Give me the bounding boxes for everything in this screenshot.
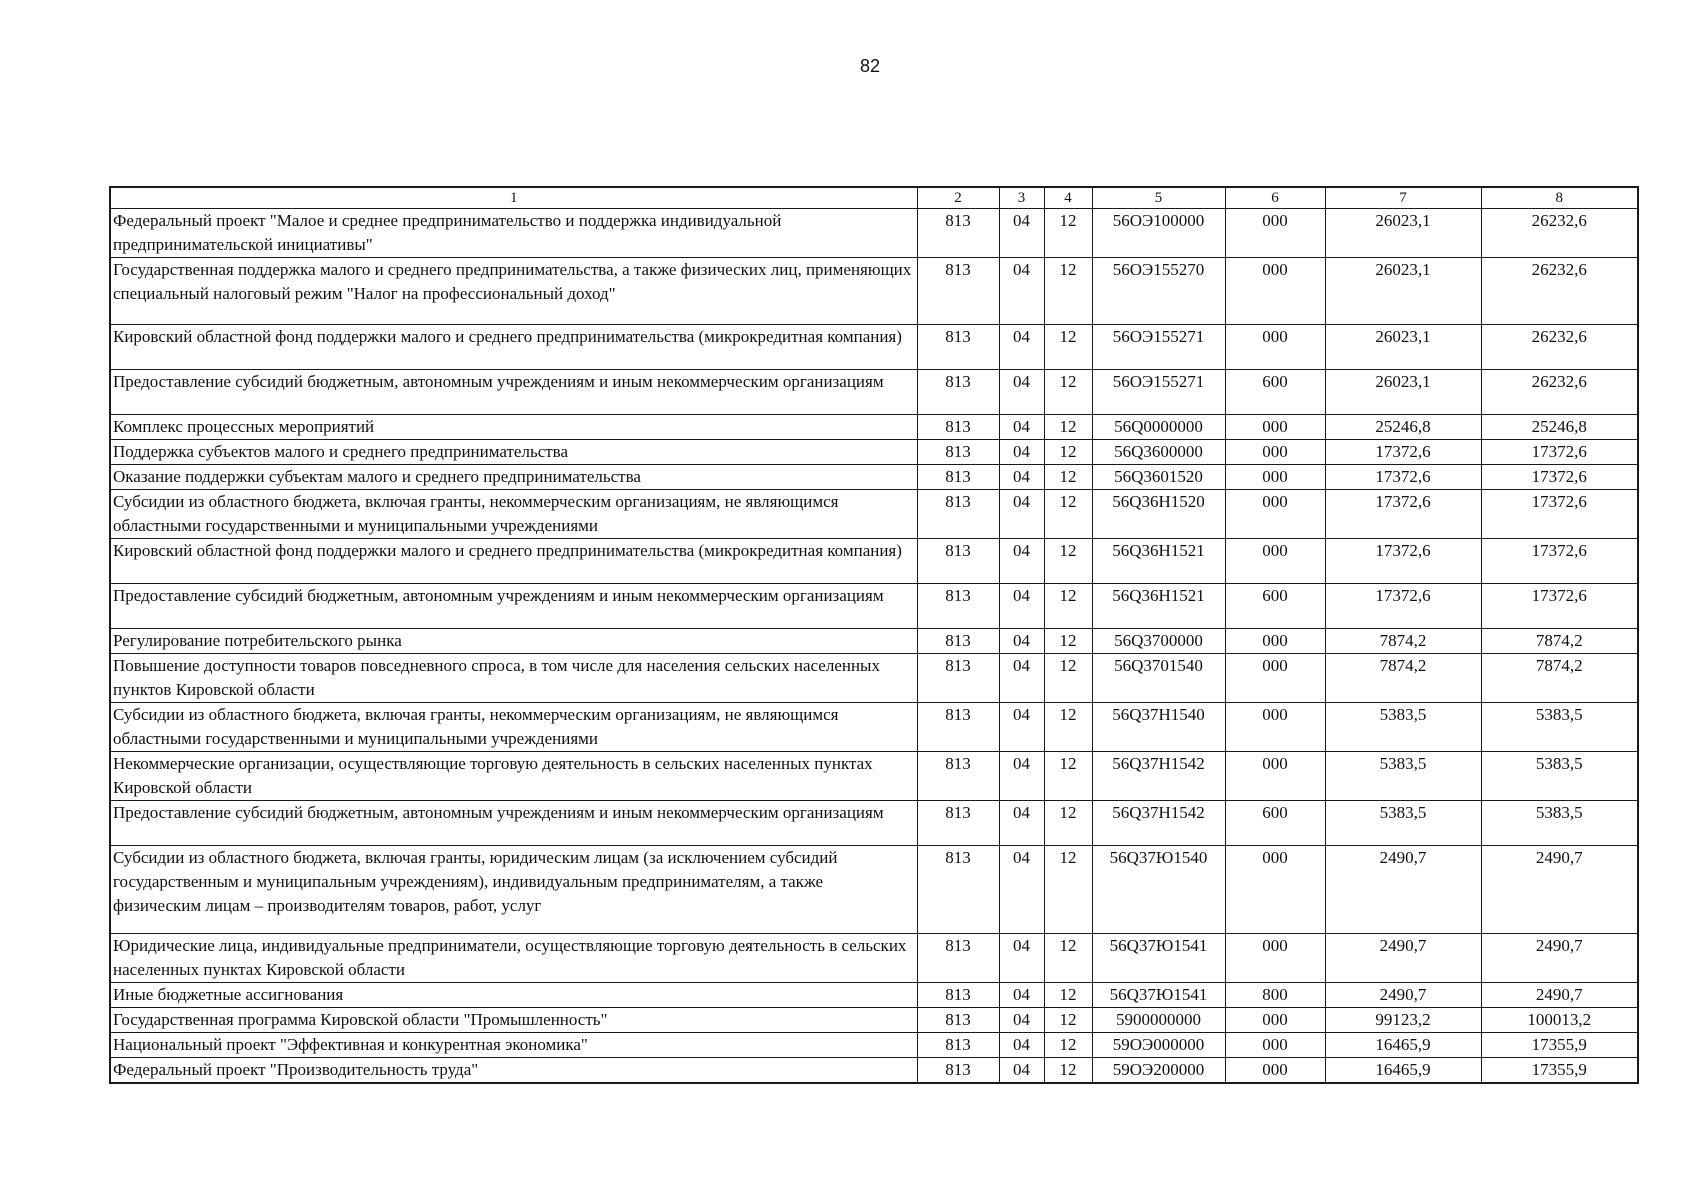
row-section-cell: 04 <box>999 538 1044 583</box>
row-code-cell: 813 <box>917 982 999 1007</box>
row-expense-type-cell: 000 <box>1225 439 1325 464</box>
row-expense-type-cell: 600 <box>1225 800 1325 845</box>
row-amount-cell: 2490,7 <box>1481 845 1638 933</box>
row-name-cell: Предоставление субсидий бюджетным, автономным учреждениям и иным некоммерческим организациям <box>110 800 917 845</box>
row-target-cell: 59ОЭ000000 <box>1092 1032 1225 1057</box>
row-amount-cell: 2490,7 <box>1325 845 1481 933</box>
row-expense-type-cell: 000 <box>1225 324 1325 369</box>
row-amount-cell: 17355,9 <box>1481 1057 1638 1083</box>
row-section-cell: 04 <box>999 702 1044 751</box>
row-code-cell: 813 <box>917 1057 999 1083</box>
row-name-cell: Кировский областной фонд поддержки малого и среднего предпринимательства (микрокредитная компания) <box>110 324 917 369</box>
row-amount-cell: 5383,5 <box>1481 751 1638 800</box>
row-subsection-cell: 12 <box>1044 414 1092 439</box>
row-amount-cell: 17372,6 <box>1481 464 1638 489</box>
row-section-cell: 04 <box>999 583 1044 628</box>
table-row <box>110 628 1638 653</box>
row-expense-type-cell: 000 <box>1225 933 1325 982</box>
row-subsection-cell: 12 <box>1044 439 1092 464</box>
row-target-cell: 56Q36Н1520 <box>1092 489 1225 538</box>
row-expense-type-cell: 000 <box>1225 702 1325 751</box>
table-row <box>110 982 1638 1007</box>
row-amount-cell: 7874,2 <box>1481 628 1638 653</box>
column-header: 7 <box>1325 187 1481 209</box>
row-subsection-cell: 12 <box>1044 1032 1092 1057</box>
table-row <box>110 1007 1638 1032</box>
row-name-cell: Комплекс процессных мероприятий <box>110 414 917 439</box>
row-code-cell: 813 <box>917 258 999 325</box>
row-name-cell: Субсидии из областного бюджета, включая гранты, юридическим лицам (за исключением субсидий государственным и муниципальным учреждениям), индивидуальным предпринимателям, а также физическим лицам – производителям товаров, работ, услуг <box>110 845 917 933</box>
row-name-cell: Федеральный проект "Производительность труда" <box>110 1057 917 1083</box>
row-target-cell: 56Q0000000 <box>1092 414 1225 439</box>
table-row <box>110 464 1638 489</box>
row-subsection-cell: 12 <box>1044 982 1092 1007</box>
row-amount-cell: 17372,6 <box>1325 464 1481 489</box>
row-expense-type-cell: 600 <box>1225 583 1325 628</box>
row-amount-cell: 17372,6 <box>1481 489 1638 538</box>
row-section-cell: 04 <box>999 933 1044 982</box>
row-amount-cell: 17355,9 <box>1481 1032 1638 1057</box>
row-expense-type-cell: 000 <box>1225 1007 1325 1032</box>
budget-table <box>109 186 1639 1084</box>
table-row <box>110 751 1638 800</box>
column-header: 6 <box>1225 187 1325 209</box>
row-code-cell: 813 <box>917 439 999 464</box>
row-amount-cell: 2490,7 <box>1325 982 1481 1007</box>
column-header: 8 <box>1481 187 1638 209</box>
table-row <box>110 1032 1638 1057</box>
row-expense-type-cell: 000 <box>1225 489 1325 538</box>
row-amount-cell: 26023,1 <box>1325 369 1481 414</box>
row-section-cell: 04 <box>999 653 1044 702</box>
row-code-cell: 813 <box>917 583 999 628</box>
row-target-cell: 56Q37Ю1541 <box>1092 982 1225 1007</box>
row-name-cell: Предоставление субсидий бюджетным, автономным учреждениям и иным некоммерческим организациям <box>110 583 917 628</box>
row-target-cell: 56ОЭ155271 <box>1092 369 1225 414</box>
row-name-cell: Государственная программа Кировской области "Промышленность" <box>110 1007 917 1032</box>
row-amount-cell: 16465,9 <box>1325 1032 1481 1057</box>
row-expense-type-cell: 000 <box>1225 845 1325 933</box>
column-header: 5 <box>1092 187 1225 209</box>
row-subsection-cell: 12 <box>1044 209 1092 258</box>
row-target-cell: 56Q37Ю1540 <box>1092 845 1225 933</box>
row-amount-cell: 7874,2 <box>1325 653 1481 702</box>
row-name-cell: Федеральный проект "Малое и среднее предпринимательство и поддержка индивидуальной предпринимательской инициативы" <box>110 209 917 258</box>
row-subsection-cell: 12 <box>1044 1057 1092 1083</box>
row-target-cell: 56Q37Н1540 <box>1092 702 1225 751</box>
row-section-cell: 04 <box>999 414 1044 439</box>
row-amount-cell: 2490,7 <box>1481 982 1638 1007</box>
row-expense-type-cell: 000 <box>1225 1032 1325 1057</box>
row-code-cell: 813 <box>917 702 999 751</box>
row-name-cell: Субсидии из областного бюджета, включая гранты, некоммерческим организациям, не являющимся областными государственными и муниципальными учреждениями <box>110 489 917 538</box>
row-subsection-cell: 12 <box>1044 653 1092 702</box>
row-name-cell: Юридические лица, индивидуальные предприниматели, осуществляющие торговую деятельность в сельских населенных пунктах Кировской области <box>110 933 917 982</box>
row-code-cell: 813 <box>917 1007 999 1032</box>
row-amount-cell: 5383,5 <box>1325 751 1481 800</box>
table-row <box>110 258 1638 325</box>
row-code-cell: 813 <box>917 800 999 845</box>
row-name-cell: Национальный проект "Эффективная и конкурентная экономика" <box>110 1032 917 1057</box>
table-body <box>110 209 1638 1083</box>
row-target-cell: 56ОЭ100000 <box>1092 209 1225 258</box>
row-expense-type-cell: 000 <box>1225 538 1325 583</box>
row-expense-type-cell: 000 <box>1225 414 1325 439</box>
row-section-cell: 04 <box>999 751 1044 800</box>
row-target-cell: 56Q37Н1542 <box>1092 751 1225 800</box>
row-target-cell: 56Q36Н1521 <box>1092 583 1225 628</box>
row-section-cell: 04 <box>999 1057 1044 1083</box>
row-code-cell: 813 <box>917 414 999 439</box>
row-target-cell: 56Q37Ю1541 <box>1092 933 1225 982</box>
row-amount-cell: 2490,7 <box>1481 933 1638 982</box>
table-row <box>110 439 1638 464</box>
row-code-cell: 813 <box>917 324 999 369</box>
row-target-cell: 56ОЭ155271 <box>1092 324 1225 369</box>
row-amount-cell: 5383,5 <box>1481 702 1638 751</box>
row-section-cell: 04 <box>999 369 1044 414</box>
row-name-cell: Государственная поддержка малого и среднего предпринимательства, а также физических лиц, применяющих специальный налоговый режим "Налог на профессиональный доход" <box>110 258 917 325</box>
row-section-cell: 04 <box>999 1007 1044 1032</box>
row-subsection-cell: 12 <box>1044 369 1092 414</box>
row-target-cell: 5900000000 <box>1092 1007 1225 1032</box>
row-subsection-cell: 12 <box>1044 258 1092 325</box>
row-amount-cell: 2490,7 <box>1325 933 1481 982</box>
row-section-cell: 04 <box>999 439 1044 464</box>
row-amount-cell: 99123,2 <box>1325 1007 1481 1032</box>
row-amount-cell: 26232,6 <box>1481 369 1638 414</box>
row-subsection-cell: 12 <box>1044 464 1092 489</box>
row-section-cell: 04 <box>999 489 1044 538</box>
row-code-cell: 813 <box>917 628 999 653</box>
row-target-cell: 56Q3601520 <box>1092 464 1225 489</box>
row-name-cell: Повышение доступности товаров повседневного спроса, в том числе для населения сельских населенных пунктов Кировской области <box>110 653 917 702</box>
row-expense-type-cell: 600 <box>1225 369 1325 414</box>
row-section-cell: 04 <box>999 464 1044 489</box>
table-row <box>110 369 1638 414</box>
row-expense-type-cell: 000 <box>1225 209 1325 258</box>
row-name-cell: Некоммерческие организации, осуществляющие торговую деятельность в сельских населенных пунктах Кировской области <box>110 751 917 800</box>
row-subsection-cell: 12 <box>1044 702 1092 751</box>
table-row <box>110 702 1638 751</box>
row-section-cell: 04 <box>999 800 1044 845</box>
table-row <box>110 583 1638 628</box>
row-subsection-cell: 12 <box>1044 751 1092 800</box>
row-target-cell: 56Q37Н1542 <box>1092 800 1225 845</box>
row-amount-cell: 17372,6 <box>1481 583 1638 628</box>
row-code-cell: 813 <box>917 933 999 982</box>
row-code-cell: 813 <box>917 653 999 702</box>
table-row <box>110 209 1638 258</box>
row-amount-cell: 7874,2 <box>1481 653 1638 702</box>
column-header: 2 <box>917 187 999 209</box>
row-amount-cell: 17372,6 <box>1325 538 1481 583</box>
row-expense-type-cell: 000 <box>1225 751 1325 800</box>
row-section-cell: 04 <box>999 324 1044 369</box>
row-target-cell: 56Q36Н1521 <box>1092 538 1225 583</box>
column-header: 3 <box>999 187 1044 209</box>
row-target-cell: 56Q3600000 <box>1092 439 1225 464</box>
row-amount-cell: 25246,8 <box>1325 414 1481 439</box>
row-code-cell: 813 <box>917 489 999 538</box>
row-name-cell: Кировский областной фонд поддержки малого и среднего предпринимательства (микрокредитная компания) <box>110 538 917 583</box>
row-amount-cell: 26023,1 <box>1325 209 1481 258</box>
row-amount-cell: 26232,6 <box>1481 258 1638 325</box>
table-row <box>110 414 1638 439</box>
row-section-cell: 04 <box>999 845 1044 933</box>
row-code-cell: 813 <box>917 209 999 258</box>
table-row <box>110 1057 1638 1083</box>
row-amount-cell: 26232,6 <box>1481 209 1638 258</box>
row-amount-cell: 5383,5 <box>1481 800 1638 845</box>
row-expense-type-cell: 000 <box>1225 628 1325 653</box>
row-amount-cell: 26232,6 <box>1481 324 1638 369</box>
row-code-cell: 813 <box>917 538 999 583</box>
row-amount-cell: 17372,6 <box>1481 439 1638 464</box>
row-amount-cell: 5383,5 <box>1325 702 1481 751</box>
row-expense-type-cell: 000 <box>1225 464 1325 489</box>
row-amount-cell: 17372,6 <box>1481 538 1638 583</box>
row-target-cell: 56Q3701540 <box>1092 653 1225 702</box>
row-code-cell: 813 <box>917 1032 999 1057</box>
row-amount-cell: 26023,1 <box>1325 324 1481 369</box>
column-header: 1 <box>110 187 917 209</box>
row-subsection-cell: 12 <box>1044 538 1092 583</box>
row-name-cell: Регулирование потребительского рынка <box>110 628 917 653</box>
row-target-cell: 56Q3700000 <box>1092 628 1225 653</box>
row-subsection-cell: 12 <box>1044 1007 1092 1032</box>
row-section-cell: 04 <box>999 982 1044 1007</box>
row-expense-type-cell: 000 <box>1225 653 1325 702</box>
row-section-cell: 04 <box>999 1032 1044 1057</box>
row-section-cell: 04 <box>999 628 1044 653</box>
row-name-cell: Иные бюджетные ассигнования <box>110 982 917 1007</box>
table-row <box>110 653 1638 702</box>
row-subsection-cell: 12 <box>1044 800 1092 845</box>
row-expense-type-cell: 800 <box>1225 982 1325 1007</box>
row-code-cell: 813 <box>917 369 999 414</box>
row-subsection-cell: 12 <box>1044 489 1092 538</box>
row-subsection-cell: 12 <box>1044 324 1092 369</box>
row-code-cell: 813 <box>917 464 999 489</box>
table-row <box>110 489 1638 538</box>
row-amount-cell: 17372,6 <box>1325 489 1481 538</box>
row-name-cell: Поддержка субъектов малого и среднего предпринимательства <box>110 439 917 464</box>
row-target-cell: 56ОЭ155270 <box>1092 258 1225 325</box>
table-row <box>110 800 1638 845</box>
row-amount-cell: 26023,1 <box>1325 258 1481 325</box>
table-row <box>110 933 1638 982</box>
row-name-cell: Субсидии из областного бюджета, включая гранты, некоммерческим организациям, не являющимся областными государственными и муниципальными учреждениями <box>110 702 917 751</box>
row-amount-cell: 100013,2 <box>1481 1007 1638 1032</box>
row-amount-cell: 17372,6 <box>1325 583 1481 628</box>
table-row <box>110 324 1638 369</box>
row-section-cell: 04 <box>999 209 1044 258</box>
row-target-cell: 59ОЭ200000 <box>1092 1057 1225 1083</box>
row-subsection-cell: 12 <box>1044 583 1092 628</box>
row-expense-type-cell: 000 <box>1225 258 1325 325</box>
row-amount-cell: 5383,5 <box>1325 800 1481 845</box>
row-subsection-cell: 12 <box>1044 845 1092 933</box>
row-code-cell: 813 <box>917 751 999 800</box>
header-row <box>110 187 1638 209</box>
row-amount-cell: 16465,9 <box>1325 1057 1481 1083</box>
row-name-cell: Предоставление субсидий бюджетным, автономным учреждениям и иным некоммерческим организациям <box>110 369 917 414</box>
row-expense-type-cell: 000 <box>1225 1057 1325 1083</box>
table-row <box>110 845 1638 933</box>
row-subsection-cell: 12 <box>1044 628 1092 653</box>
table-row <box>110 538 1638 583</box>
row-section-cell: 04 <box>999 258 1044 325</box>
row-name-cell: Оказание поддержки субъектам малого и среднего предпринимательства <box>110 464 917 489</box>
row-subsection-cell: 12 <box>1044 933 1092 982</box>
row-code-cell: 813 <box>917 845 999 933</box>
row-amount-cell: 7874,2 <box>1325 628 1481 653</box>
column-header: 4 <box>1044 187 1092 209</box>
row-amount-cell: 25246,8 <box>1481 414 1638 439</box>
row-amount-cell: 17372,6 <box>1325 439 1481 464</box>
page-number: 82 <box>859 56 881 76</box>
